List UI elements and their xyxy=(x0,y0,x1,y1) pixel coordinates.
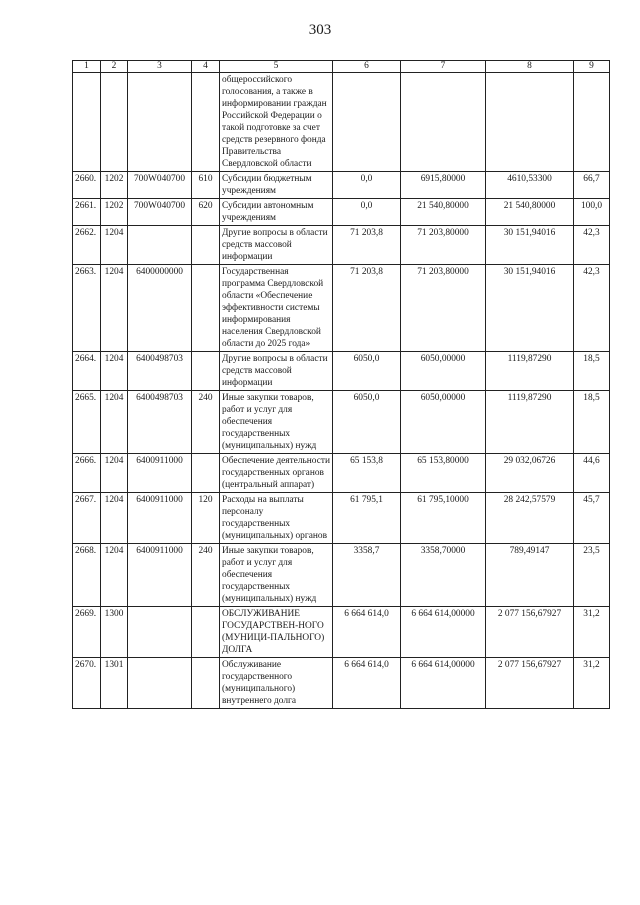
item-name: Обслуживание государственного (муниципального) внутреннего долга xyxy=(220,658,333,709)
expense-type-code: 610 xyxy=(192,172,220,199)
target-article-code: 6400911000 xyxy=(128,493,192,544)
section-code: 1204 xyxy=(101,391,128,454)
target-article-code xyxy=(128,226,192,265)
target-article-code: 700W040700 xyxy=(128,199,192,226)
value-col9: 31,2 xyxy=(574,658,610,709)
target-article-code: 6400911000 xyxy=(128,544,192,607)
value-col8: 4610,53300 xyxy=(486,172,574,199)
value-col8: 28 242,57579 xyxy=(486,493,574,544)
row-number: 2661. xyxy=(73,199,101,226)
column-header: 8 xyxy=(486,61,574,73)
row-number: 2667. xyxy=(73,493,101,544)
target-article-code: 6400911000 xyxy=(128,454,192,493)
value-col8: 21 540,80000 xyxy=(486,199,574,226)
value-col7: 71 203,80000 xyxy=(401,226,486,265)
value-col6: 6050,0 xyxy=(333,391,401,454)
target-article-code xyxy=(128,658,192,709)
row-number: 2666. xyxy=(73,454,101,493)
value-col6: 0,0 xyxy=(333,172,401,199)
table-row xyxy=(73,493,610,544)
table-body xyxy=(73,73,610,709)
value-col6: 3358,7 xyxy=(333,544,401,607)
value-col9: 18,5 xyxy=(574,352,610,391)
row-number: 2663. xyxy=(73,265,101,352)
table-row xyxy=(73,658,610,709)
value-col8: 1119,87290 xyxy=(486,352,574,391)
value-col9: 100,0 xyxy=(574,199,610,226)
value-col7: 6 664 614,00000 xyxy=(401,607,486,658)
item-name: Государственная программа Свердловской области «Обеспечение эффективности системы информирования населения Свердловской области до 2025 года» xyxy=(220,265,333,352)
row-number: 2662. xyxy=(73,226,101,265)
value-col7: 65 153,80000 xyxy=(401,454,486,493)
row-number: 2665. xyxy=(73,391,101,454)
item-name: Иные закупки товаров, работ и услуг для обеспечения государственных (муниципальных) нужд xyxy=(220,391,333,454)
item-name: Иные закупки товаров, работ и услуг для обеспечения государственных (муниципальных) нужд xyxy=(220,544,333,607)
value-col7: 71 203,80000 xyxy=(401,265,486,352)
row-number xyxy=(73,73,101,172)
value-col7: 6915,80000 xyxy=(401,172,486,199)
value-col9: 42,3 xyxy=(574,265,610,352)
value-col6 xyxy=(333,73,401,172)
target-article-code: 700W040700 xyxy=(128,172,192,199)
value-col9: 23,5 xyxy=(574,544,610,607)
column-header: 7 xyxy=(401,61,486,73)
value-col7: 3358,70000 xyxy=(401,544,486,607)
section-code: 1204 xyxy=(101,352,128,391)
item-name: Расходы на выплаты персоналу государственных (муниципальных) органов xyxy=(220,493,333,544)
value-col7: 61 795,10000 xyxy=(401,493,486,544)
target-article-code: 6400498703 xyxy=(128,352,192,391)
table-row xyxy=(73,265,610,352)
section-code xyxy=(101,73,128,172)
table-header xyxy=(73,61,610,73)
value-col9: 18,5 xyxy=(574,391,610,454)
value-col8: 29 032,06726 xyxy=(486,454,574,493)
value-col6: 6 664 614,0 xyxy=(333,658,401,709)
value-col8: 2 077 156,67927 xyxy=(486,658,574,709)
value-col6: 71 203,8 xyxy=(333,265,401,352)
value-col6: 6 664 614,0 xyxy=(333,607,401,658)
row-number: 2669. xyxy=(73,607,101,658)
table-row xyxy=(73,352,610,391)
value-col9: 31,2 xyxy=(574,607,610,658)
column-header: 9 xyxy=(574,61,610,73)
expense-type-code xyxy=(192,265,220,352)
section-code: 1204 xyxy=(101,226,128,265)
value-col9: 45,7 xyxy=(574,493,610,544)
value-col7 xyxy=(401,73,486,172)
table-row xyxy=(73,607,610,658)
column-header: 3 xyxy=(128,61,192,73)
table-row xyxy=(73,172,610,199)
section-code: 1204 xyxy=(101,544,128,607)
column-number-row xyxy=(73,61,610,73)
expense-type-code: 240 xyxy=(192,544,220,607)
section-code: 1300 xyxy=(101,607,128,658)
expense-type-code xyxy=(192,454,220,493)
value-col6: 6050,0 xyxy=(333,352,401,391)
target-article-code xyxy=(128,607,192,658)
column-header: 2 xyxy=(101,61,128,73)
value-col9: 44,6 xyxy=(574,454,610,493)
expense-type-code xyxy=(192,226,220,265)
value-col9: 42,3 xyxy=(574,226,610,265)
row-number: 2668. xyxy=(73,544,101,607)
row-number: 2660. xyxy=(73,172,101,199)
column-header: 4 xyxy=(192,61,220,73)
item-name: Субсидии автономным учреждениям xyxy=(220,199,333,226)
value-col7: 6 664 614,00000 xyxy=(401,658,486,709)
table-row xyxy=(73,391,610,454)
expense-type-code: 620 xyxy=(192,199,220,226)
table-row xyxy=(73,544,610,607)
target-article-code xyxy=(128,73,192,172)
value-col6: 0,0 xyxy=(333,199,401,226)
section-code: 1202 xyxy=(101,199,128,226)
item-name: Субсидии бюджетным учреждениям xyxy=(220,172,333,199)
section-code: 1202 xyxy=(101,172,128,199)
value-col8: 30 151,94016 xyxy=(486,226,574,265)
value-col6: 65 153,8 xyxy=(333,454,401,493)
expense-type-code xyxy=(192,658,220,709)
item-name: ОБСЛУЖИВАНИЕ ГОСУДАРСТВЕН-НОГО (МУНИЦИ-ПАЛЬНОГО) ДОЛГА xyxy=(220,607,333,658)
item-name: Другие вопросы в области средств массовой информации xyxy=(220,352,333,391)
target-article-code: 6400498703 xyxy=(128,391,192,454)
value-col8: 1119,87290 xyxy=(486,391,574,454)
value-col6: 61 795,1 xyxy=(333,493,401,544)
budget-table xyxy=(72,60,610,709)
row-number: 2664. xyxy=(73,352,101,391)
page-number: 303 xyxy=(308,22,332,38)
item-name: Обеспечение деятельности государственных органов (центральный аппарат) xyxy=(220,454,333,493)
target-article-code: 6400000000 xyxy=(128,265,192,352)
value-col8: 30 151,94016 xyxy=(486,265,574,352)
value-col7: 6050,00000 xyxy=(401,391,486,454)
column-header: 5 xyxy=(220,61,333,73)
value-col8 xyxy=(486,73,574,172)
value-col9 xyxy=(574,73,610,172)
column-header: 6 xyxy=(333,61,401,73)
value-col8: 2 077 156,67927 xyxy=(486,607,574,658)
value-col9: 66,7 xyxy=(574,172,610,199)
column-header: 1 xyxy=(73,61,101,73)
value-col7: 21 540,80000 xyxy=(401,199,486,226)
expense-type-code: 120 xyxy=(192,493,220,544)
value-col8: 789,49147 xyxy=(486,544,574,607)
table-row xyxy=(73,73,610,172)
expense-type-code xyxy=(192,352,220,391)
section-code: 1204 xyxy=(101,265,128,352)
expense-type-code: 240 xyxy=(192,391,220,454)
section-code: 1301 xyxy=(101,658,128,709)
expense-type-code xyxy=(192,73,220,172)
item-name: Другие вопросы в области средств массовой информации xyxy=(220,226,333,265)
table-row xyxy=(73,454,610,493)
section-code: 1204 xyxy=(101,493,128,544)
item-name: общероссийского голосования, а также в информировании граждан Российской Федерации о такой подготовке за счет средств резервного фонда Правительства Свердловской области xyxy=(220,73,333,172)
row-number: 2670. xyxy=(73,658,101,709)
expense-type-code xyxy=(192,607,220,658)
table-row xyxy=(73,226,610,265)
section-code: 1204 xyxy=(101,454,128,493)
value-col7: 6050,00000 xyxy=(401,352,486,391)
table-row xyxy=(73,199,610,226)
value-col6: 71 203,8 xyxy=(333,226,401,265)
